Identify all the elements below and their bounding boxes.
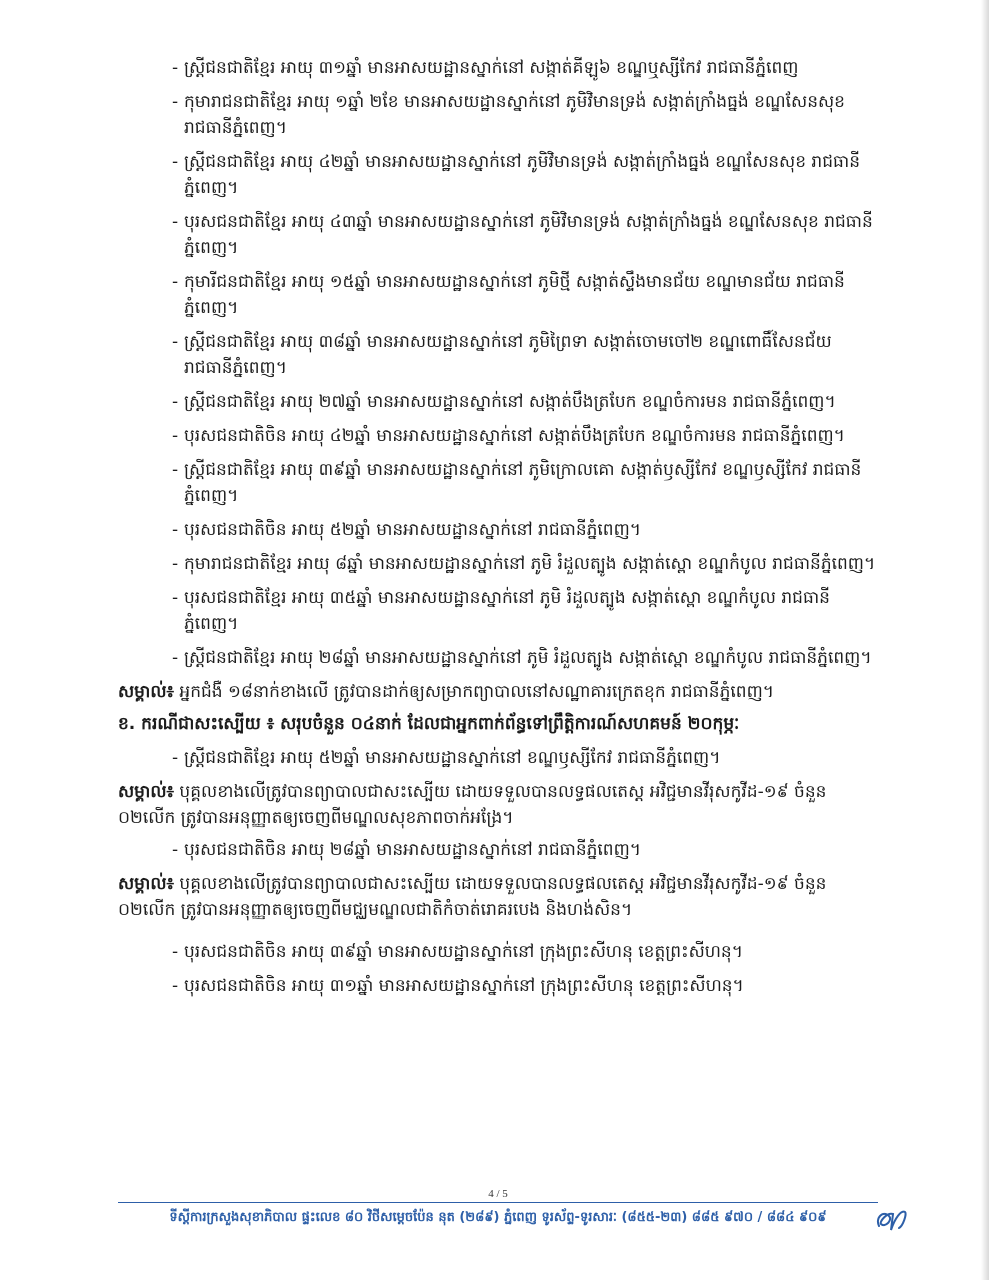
list-item: - ស្រ្តីជនជាតិខ្មែរ អាយុ ៣៨ឆ្នាំ មានអាសយដ្ឋានស្នាក់នៅ ភូមិព្រៃទា សង្កាត់ចោមចៅ២ ខណ្ឌពោធិ៍សែនជ័យ រាជធានីភ្នំពេញ។ <box>172 332 832 378</box>
note-label: សម្គាល់៖ <box>118 874 175 894</box>
note-label: សម្គាល់៖ <box>118 782 175 802</box>
list-item: - បុរសជនជាតិចិន អាយុ ២៨ឆ្នាំ មានអាសយដ្ឋានស្នាក់នៅ រាជធានីភ្នំពេញ។ <box>172 840 641 860</box>
footer-address: ទីស្តីការក្រសួងសុខាភិបាល ផ្ទះលេខ ៨០ វិថីសម្តេចប៉ែន នុត (២៨៩) ភ្នំពេញ ទូរស័ព្ទ-ទូរសារៈ (៨៥៥-២៣) ៨៨៥ ៩៧០ / ៨៨៤ ៩០៩ <box>169 1210 827 1225</box>
page-footer <box>118 1188 878 1228</box>
list-item: - បុរសជនជាតិចិន អាយុ ៣១ឆ្នាំ មានអាសយដ្ឋានស្នាក់នៅ ក្រុងព្រះសីហនុ ខេត្តព្រះសីហនុ។ <box>172 976 744 996</box>
list-item: - ស្រ្តីជនជាតិខ្មែរ អាយុ ៥២ឆ្នាំ មានអាសយដ្ឋានស្នាក់នៅ ខណ្ឌឫស្សីកែវ រាជធានីភ្នំពេញ។ <box>172 748 721 768</box>
page-number: 4 / 5 <box>488 1188 508 1200</box>
list-item: - ស្រ្តីជនជាតិខ្មែរ អាយុ ៣១ឆ្នាំ មានអាសយដ្ឋានស្នាក់នៅ សង្កាត់គីឡូ៦ ខណ្ឌឬស្សីកែវ រាជធានីភ្នំពេញ <box>172 58 799 78</box>
list-item: - ស្រ្តីជនជាតិខ្មែរ អាយុ ២៨ឆ្នាំ មានអាសយដ្ឋានស្នាក់នៅ ភូមិ រំដួលត្បូង សង្កាត់ស្ពោ ខណ្ឌកំបូល រាជធានីភ្នំពេញ។ <box>172 648 872 668</box>
page-edge-shadow <box>981 0 989 1280</box>
list-item: - ស្រ្តីជនជាតិខ្មែរ អាយុ ៤២ឆ្នាំ មានអាសយដ្ឋានស្នាក់នៅ ភូមិវិមានទ្រង់ សង្កាត់ក្រាំងធ្នង់ ខណ្ឌសែនសុខ រាជធានីភ្នំពេញ។ <box>172 152 860 198</box>
note-hotel: សម្គាល់៖ អ្នកជំងឺ ១៨នាក់ខាងលើ ត្រូវបានដាក់ឲ្យសម្រាកព្យាបាលនៅសណ្ឋាគារក្រេតខុក រាជធានីភ្នំពេញ។ <box>118 682 774 702</box>
list-item: - កុមារីជនជាតិខ្មែរ អាយុ ១៥ឆ្នាំ មានអាសយដ្ឋានស្នាក់នៅ ភូមិថ្មី សង្កាត់ស្ទឹងមានជ័យ ខណ្ឌមានជ័យ រាជធានីភ្នំពេញ។ <box>172 272 845 318</box>
list-item: - កុមារាជនជាតិខ្មែរ អាយុ ៨ឆ្នាំ មានអាសយដ្ឋានស្នាក់នៅ ភូមិ រំដួលត្បូង សង្កាត់ស្ពោ ខណ្ឌកំបូល រាជធានីភ្នំពេញ។ <box>172 554 876 574</box>
footer-divider <box>118 1202 878 1203</box>
list-item: - បុរសជនជាតិខ្មែរ អាយុ ៤៣ឆ្នាំ មានអាសយដ្ឋានស្នាក់នៅ ភូមិវិមានទ្រង់ សង្កាត់ក្រាំងធ្នង់ ខណ្ឌសែនសុខ រាជធានីភ្នំពេញ។ <box>172 212 873 258</box>
document-body <box>118 55 878 1007</box>
section-heading-recovered: ខ. ករណីជាសះស្បើយ ៖ សរុបចំនួន ០៤នាក់ ដែលជាអ្នកពាក់ព័ន្ធទៅព្រឹត្តិការណ៍សហគមន៍ ២០កុម្ភៈ <box>118 714 740 734</box>
signature-icon <box>873 1204 909 1236</box>
list-item: - បុរសជនជាតិចិន អាយុ ៤២ឆ្នាំ មានអាសយដ្ឋានស្នាក់នៅ សង្កាត់បឹងត្របែក ខណ្ឌចំការមន រាជធានីភ្នំពេញ។ <box>172 426 845 446</box>
note-recovered: សម្គាល់៖ បុគ្គលខាងលើត្រូវបានព្យាបាលជាសះស្បើយ ដោយទទួលបានលទ្ធផលតេស្ត អវិជ្ជមានវីរុសកូវីដ-១៩ ចំនួន ០២លើក ត្រូវបានអនុញ្ញាតឲ្យចេញពីមជ្ឈមណ្ឌលជាតិកំចាត់រោគរបេង និងហង់សិន។ <box>118 874 827 920</box>
list-item: - កុមារាជនជាតិខ្មែរ អាយុ ១ឆ្នាំ ២ខែ មានអាសយដ្ឋានស្នាក់នៅ ភូមិវិមានទ្រង់ សង្កាត់ក្រាំងធ្នង់ ខណ្ឌសែនសុខ រាជធានីភ្នំពេញ។ <box>172 92 845 138</box>
list-item: - បុរសជនជាតិចិន អាយុ ៣៩ឆ្នាំ មានអាសយដ្ឋានស្នាក់នៅ ក្រុងព្រះសីហនុ ខេត្តព្រះសីហនុ។ <box>172 942 743 962</box>
note-label: សម្គាល់៖ <box>118 682 175 702</box>
list-item: - ស្រ្តីជនជាតិខ្មែរ អាយុ ២៧ឆ្នាំ មានអាសយដ្ឋានស្នាក់នៅ សង្កាត់បឹងត្របែក ខណ្ឌចំការមន រាជធានីភ្នំពេញ។ <box>172 392 836 412</box>
list-item: - ស្រ្តីជនជាតិខ្មែរ អាយុ ៣៩ឆ្នាំ មានអាសយដ្ឋានស្នាក់នៅ ភូមិក្រោលគោ សង្កាត់ឫស្សីកែវ ខណ្ឌឫស្សីកែវ រាជធានីភ្នំពេញ។ <box>172 460 862 506</box>
note-recovered: សម្គាល់៖ បុគ្គលខាងលើត្រូវបានព្យាបាលជាសះស្បើយ ដោយទទួលបានលទ្ធផលតេស្ត អវិជ្ជមានវីរុសកូវីដ-១៩ ចំនួន ០២លើក ត្រូវបានអនុញ្ញាតឲ្យចេញពីមណ្ឌលសុខភាពចាក់អង្រែ។ <box>118 782 827 828</box>
list-item: - បុរសជនជាតិចិន អាយុ ៥២ឆ្នាំ មានអាសយដ្ឋានស្នាក់នៅ រាជធានីភ្នំពេញ។ <box>172 520 641 540</box>
list-item: - បុរសជនជាតិខ្មែរ អាយុ ៣៥ឆ្នាំ មានអាសយដ្ឋានស្នាក់នៅ ភូមិ រំដួលត្បូង សង្កាត់ស្ពោ ខណ្ឌកំបូល រាជធានីភ្នំពេញ។ <box>172 588 830 634</box>
